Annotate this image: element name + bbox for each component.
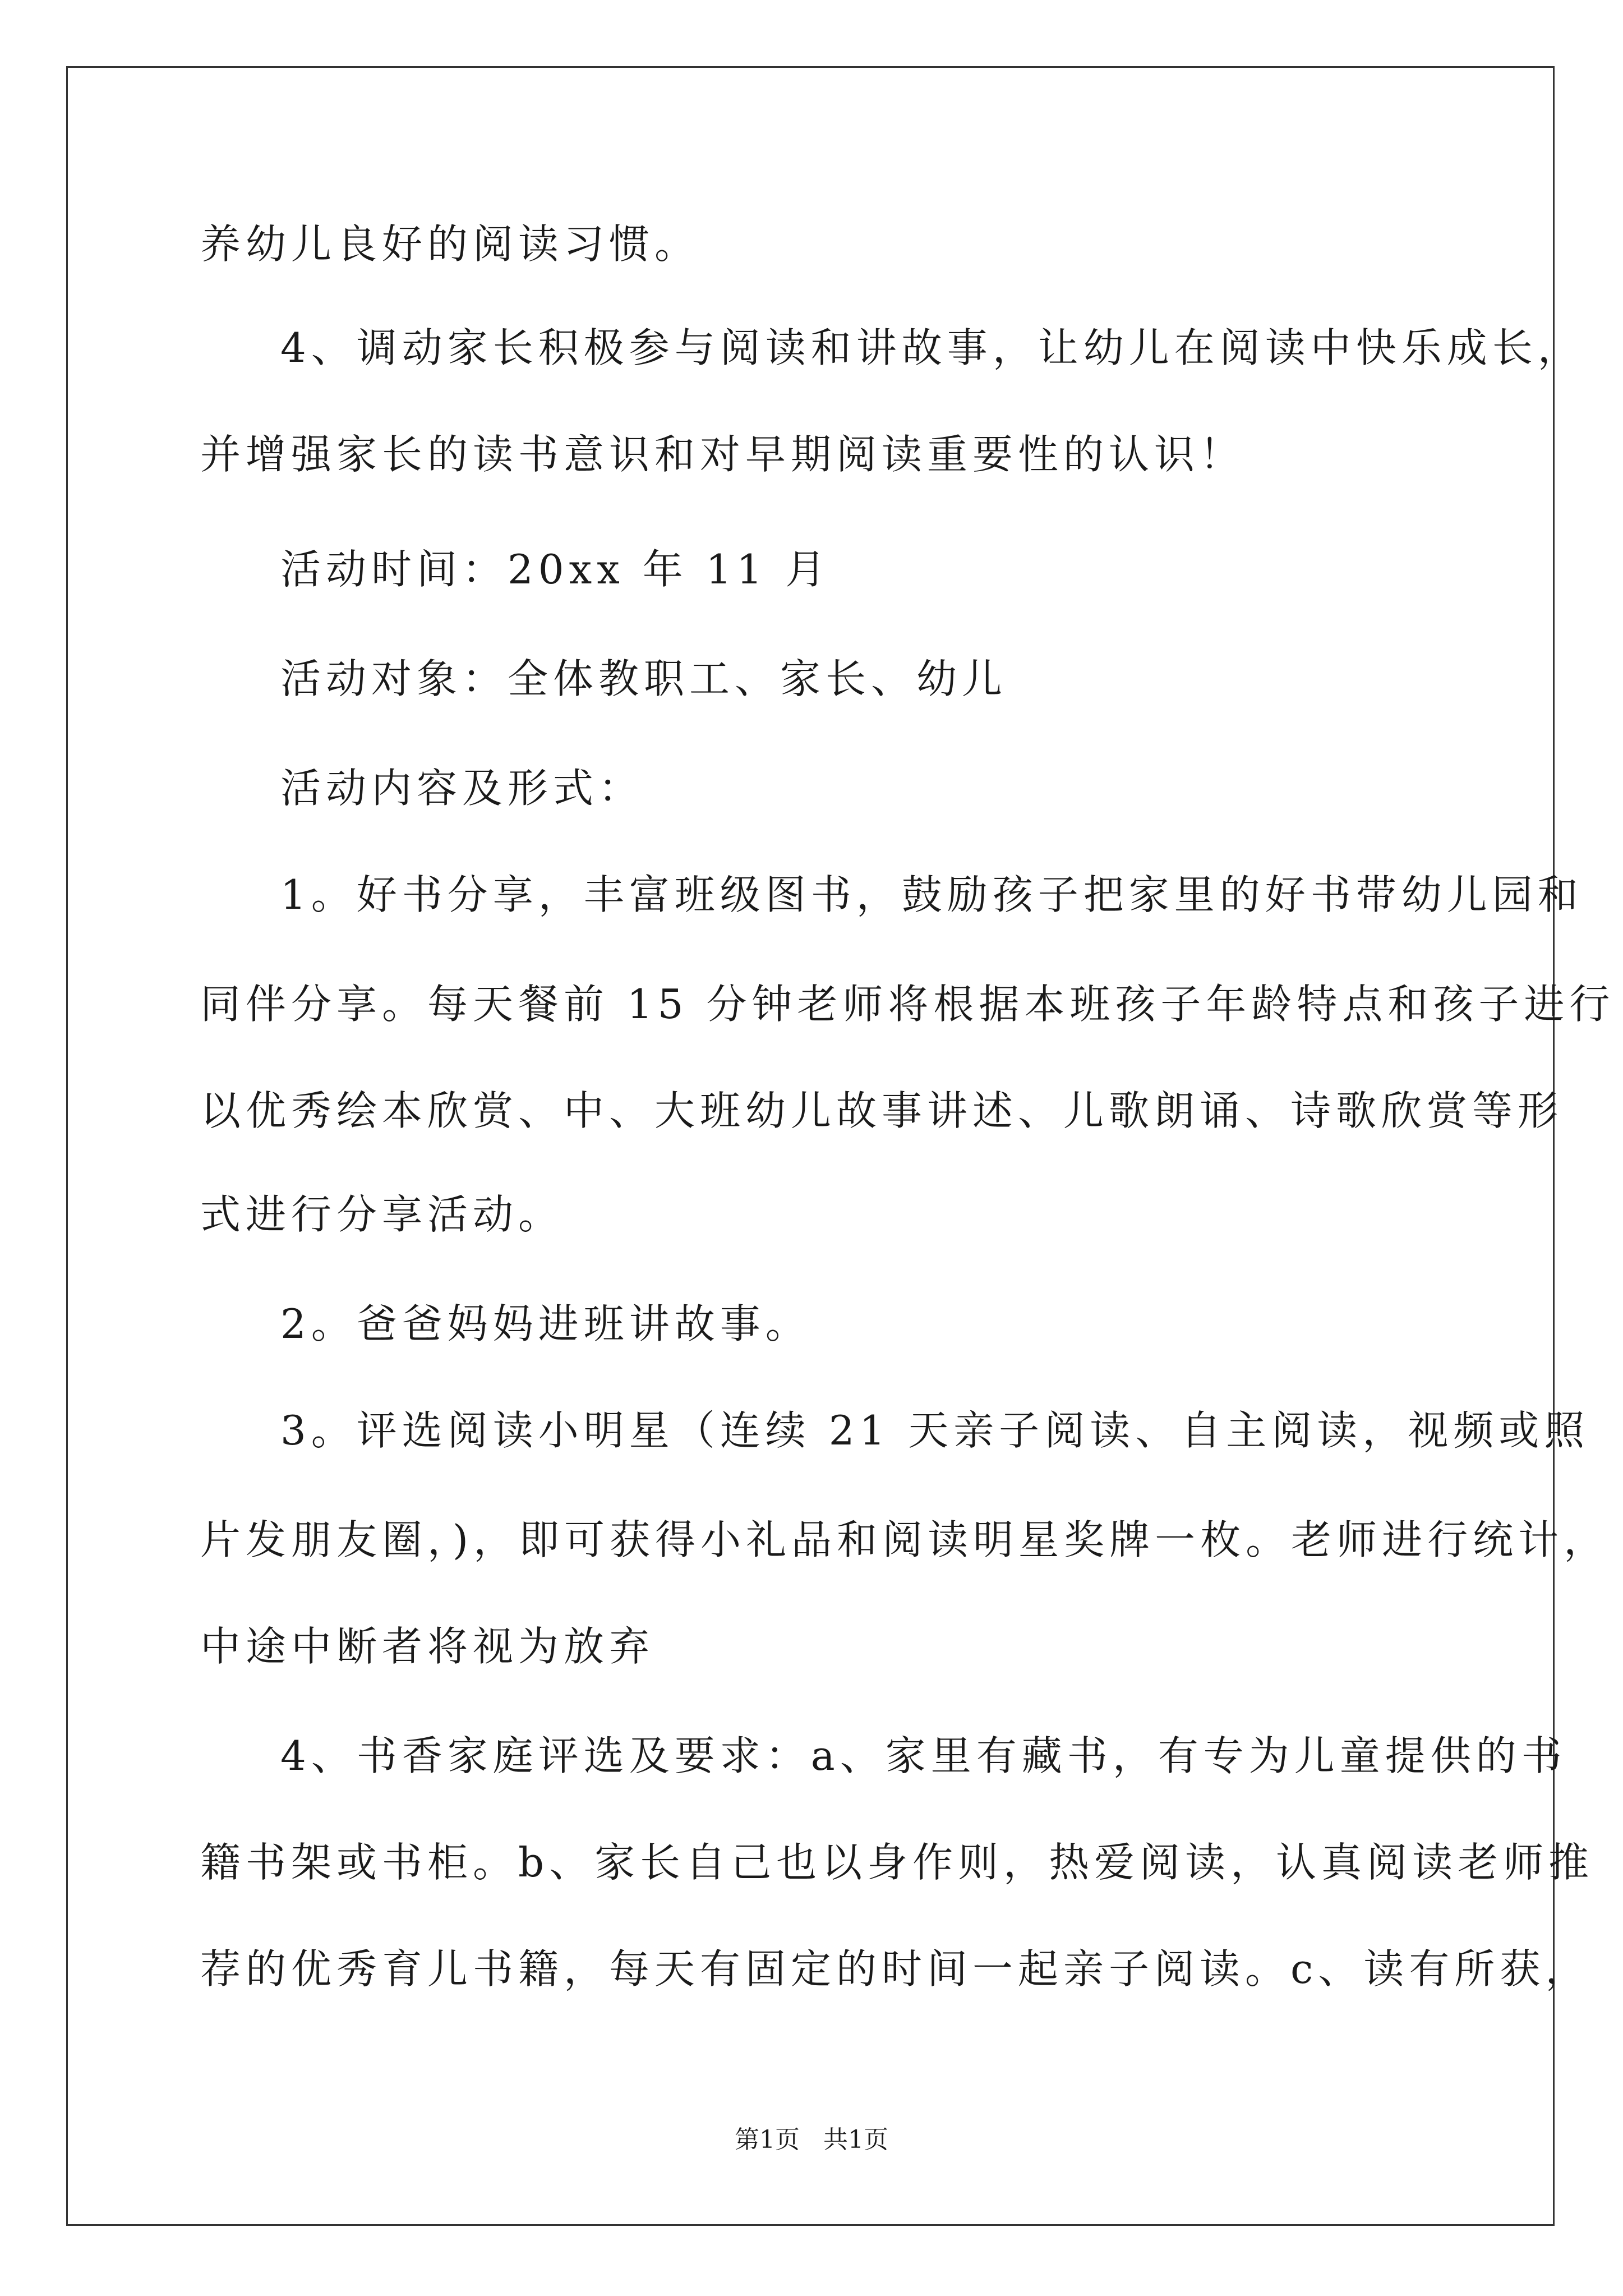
paragraph-line: 3。评选阅读小明星（连续 21 天亲子阅读、自主阅读，视频或照 <box>280 1407 1590 1454</box>
paragraph-line: 同伴分享。每天餐前 15 分钟老师将根据本班孩子年龄特点和孩子进行 <box>200 981 1615 1028</box>
paragraph-line: 2。爸爸妈妈进班讲故事。 <box>280 1300 811 1347</box>
paragraph-line: 并增强家长的读书意识和对早期阅读重要性的认识！ <box>200 431 1246 478</box>
paragraph-line: 荐的优秀育儿书籍，每天有固定的时间一起亲子阅读。c、读有所获， <box>200 1945 1591 1993</box>
page-border <box>66 66 1555 2226</box>
paragraph-line: 片发朋友圈，)，即可获得小礼品和阅读明星奖牌一枚。老师进行统计， <box>200 1516 1610 1563</box>
paragraph-line: 以优秀绘本欣赏、中、大班幼儿故事讲述、儿歌朗诵、诗歌欣赏等形 <box>200 1087 1564 1134</box>
paragraph-line: 活动时间：20xx 年 11 月 <box>280 546 831 593</box>
paragraph-line: 中途中断者将视为放弃 <box>200 1623 655 1670</box>
paragraph-line: 式进行分享活动。 <box>200 1191 564 1238</box>
paragraph-line: 活动内容及形式： <box>280 765 644 812</box>
paragraph-line: 4、书香家庭评选及要求：a、家里有藏书，有专为儿童提供的书 <box>280 1732 1567 1779</box>
paragraph-line: 籍书架或书柜。b、家长自己也以身作则，热爱阅读，认真阅读老师推 <box>200 1839 1594 1886</box>
page-number-footer: 第1页 共1页 <box>735 2125 888 2154</box>
paragraph-line: 1。好书分享，丰富班级图书，鼓励孩子把家里的好书带幼儿园和 <box>280 871 1583 918</box>
paragraph-line: 4、调动家长积极参与阅读和讲故事，让幼儿在阅读中快乐成长， <box>280 324 1583 371</box>
paragraph-line: 活动对象：全体教职工、家长、幼儿 <box>280 655 1008 702</box>
paragraph-line: 养幼儿良好的阅读习惯。 <box>200 220 700 268</box>
